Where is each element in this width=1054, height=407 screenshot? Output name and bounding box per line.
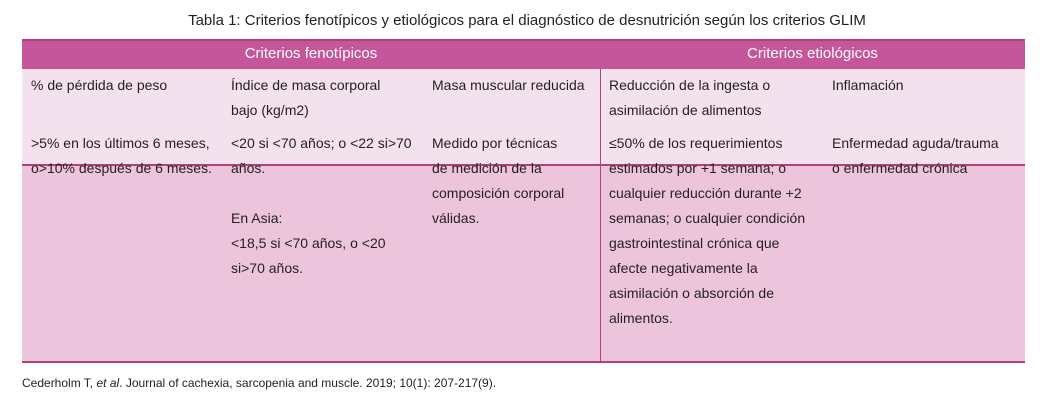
header-bmi: Índice de masa corporal bajo (kg/m2)	[231, 77, 381, 118]
header-intake: Reducción de la ingesta o asimilación de alimentos	[609, 77, 771, 118]
header-weight-loss: % de pérdida de peso	[31, 77, 168, 93]
source-etal: et al	[96, 376, 120, 390]
bottom-rule	[22, 361, 1025, 363]
group-header-phenotypic: Criterios fenotípicos	[244, 45, 378, 62]
top-rule	[22, 39, 1025, 41]
group-header-row	[22, 39, 1025, 69]
header-inflammation: Inflamación	[832, 77, 904, 93]
cell-intake: ≤50% de los requerimientos estimados por +1 semana; o cualquier reducción durante +2 semanas; o cualquier condición gastrointestinal crónica que afecte negativamente la asimilación o absorción de alimentos.	[609, 135, 806, 326]
source-journal: . Journal of cachexia, sarcopenia and muscle. 2019; 10(1): 207-217(9).	[119, 376, 497, 390]
group-header-etiologic: Criterios etiológicos	[747, 45, 878, 62]
table-caption: Tabla 1: Criterios fenotípicos y etiológicos para el diagnóstico de desnutrición según los criterios GLIM	[188, 12, 866, 29]
source-authors: Cederholm T,	[22, 376, 97, 390]
cell-inflammation: Enfermedad aguda/trauma o enfermedad crónica	[832, 135, 999, 176]
cell-bmi: <20 si <70 años; o <22 si>70 años. En Asia: <18,5 si <70 años, o <20 si>70 años.	[231, 135, 412, 276]
cell-weight-loss: >5% en los últimos 6 meses, o>10% después de 6 meses.	[31, 135, 212, 176]
glim-criteria-table	[22, 39, 1025, 363]
source-citation	[22, 376, 496, 390]
group-divider	[600, 69, 601, 361]
header-muscle-mass: Masa muscular reducida	[432, 77, 585, 93]
cell-muscle-mass: Medido por técnicas de medición de la composición corporal válidas.	[432, 135, 565, 226]
